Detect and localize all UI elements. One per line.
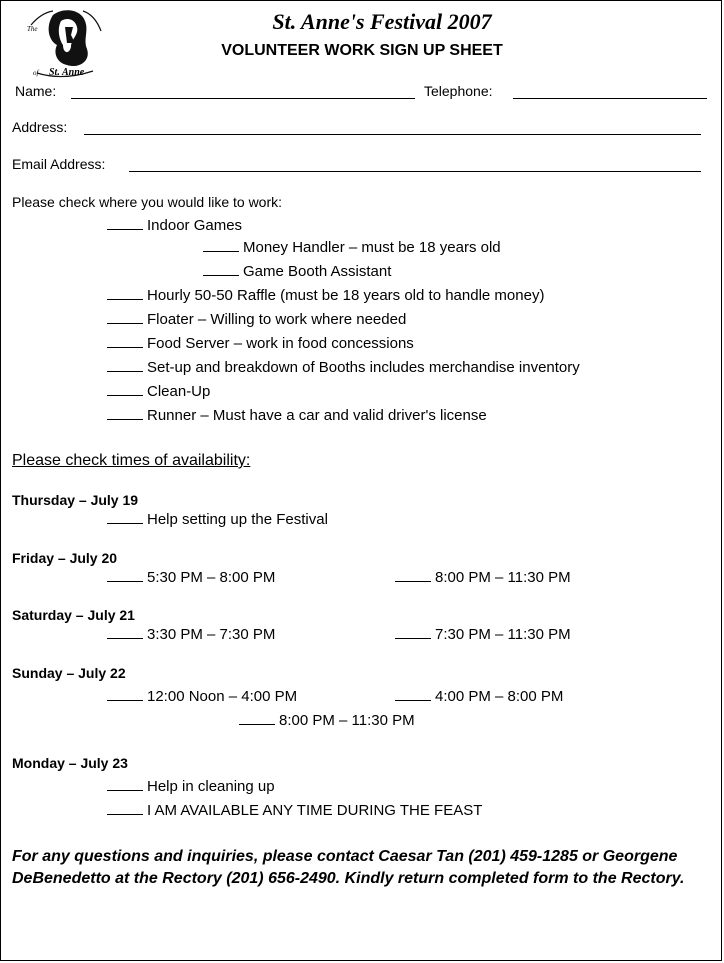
name-label: Name: bbox=[15, 83, 57, 99]
work-prompt: Please check where you would like to work: bbox=[12, 194, 283, 210]
day-label-friday: Friday – July 20 bbox=[12, 550, 118, 566]
checkbox-blank[interactable] bbox=[107, 217, 143, 230]
email-label: Email Address: bbox=[12, 156, 106, 172]
slot-anytime[interactable]: I AM AVAILABLE ANY TIME DURING THE FEAST bbox=[107, 802, 482, 819]
work-option-cleanup[interactable]: Clean-Up bbox=[107, 383, 210, 400]
address-label: Address: bbox=[12, 119, 68, 135]
checkbox-blank[interactable] bbox=[107, 311, 143, 324]
checkbox-blank[interactable] bbox=[107, 287, 143, 300]
checkbox-blank[interactable] bbox=[107, 383, 143, 396]
work-option-game-booth[interactable]: Game Booth Assistant bbox=[203, 263, 391, 280]
work-option-floater[interactable]: Floater – Willing to work where needed bbox=[107, 311, 406, 328]
checkbox-blank[interactable] bbox=[395, 688, 431, 701]
slot-saturday-1[interactable]: 3:30 PM – 7:30 PM bbox=[107, 626, 275, 643]
page-subtitle: VOLUNTEER WORK SIGN UP SHEET bbox=[221, 42, 503, 59]
svg-text:St. Anne: St. Anne bbox=[49, 67, 85, 78]
checkbox-blank[interactable] bbox=[395, 569, 431, 582]
slot-sunday-1[interactable]: 12:00 Noon – 4:00 PM bbox=[107, 688, 297, 705]
day-label-monday: Monday – July 23 bbox=[12, 755, 128, 771]
availability-heading: Please check times of availability: bbox=[12, 452, 251, 469]
svg-text:The: The bbox=[27, 25, 38, 33]
day-label-sunday: Sunday – July 22 bbox=[12, 665, 126, 681]
name-field[interactable] bbox=[71, 98, 415, 99]
day-label-thursday: Thursday – July 19 bbox=[12, 492, 139, 508]
work-option-indoor-games[interactable]: Indoor Games bbox=[107, 217, 242, 234]
telephone-label: Telephone: bbox=[424, 83, 493, 99]
slot-sunday-2[interactable]: 4:00 PM – 8:00 PM bbox=[395, 688, 563, 705]
checkbox-blank[interactable] bbox=[395, 626, 431, 639]
checkbox-blank[interactable] bbox=[107, 511, 143, 524]
checkbox-blank[interactable] bbox=[107, 569, 143, 582]
checkbox-blank[interactable] bbox=[107, 626, 143, 639]
slot-thursday-setup[interactable]: Help setting up the Festival bbox=[107, 511, 328, 528]
checkbox-blank[interactable] bbox=[107, 688, 143, 701]
checkbox-blank[interactable] bbox=[203, 239, 239, 252]
checkbox-blank[interactable] bbox=[107, 802, 143, 815]
work-option-food-server[interactable]: Food Server – work in food concessions bbox=[107, 335, 414, 352]
checkbox-blank[interactable] bbox=[107, 778, 143, 791]
work-option-setup[interactable]: Set-up and breakdown of Booths includes merchandise inventory bbox=[107, 359, 580, 376]
address-field[interactable] bbox=[84, 134, 701, 135]
telephone-field[interactable] bbox=[513, 98, 707, 99]
slot-saturday-2[interactable]: 7:30 PM – 11:30 PM bbox=[395, 626, 571, 643]
work-option-raffle[interactable]: Hourly 50-50 Raffle (must be 18 years old to handle money) bbox=[107, 287, 544, 304]
svg-text:of: of bbox=[33, 69, 39, 77]
checkbox-blank[interactable] bbox=[203, 263, 239, 276]
checkbox-blank[interactable] bbox=[107, 359, 143, 372]
slot-friday-2[interactable]: 8:00 PM – 11:30 PM bbox=[395, 569, 571, 586]
checkbox-blank[interactable] bbox=[107, 407, 143, 420]
work-option-money-handler[interactable]: Money Handler – must be 18 years old bbox=[203, 239, 501, 256]
contact-note: For any questions and inquiries, please contact Caesar Tan (201) 459-1285 or Georgene DeBenedetto at the Rectory (201) 656-2490. Kindly return completed form to the Rectory. bbox=[12, 848, 685, 887]
slot-monday-cleanup[interactable]: Help in cleaning up bbox=[107, 778, 275, 795]
checkbox-blank[interactable] bbox=[107, 335, 143, 348]
day-label-saturday: Saturday – July 21 bbox=[12, 607, 135, 623]
checkbox-blank[interactable] bbox=[239, 712, 275, 725]
page-title: St. Anne's Festival 2007 bbox=[272, 9, 492, 34]
work-option-runner[interactable]: Runner – Must have a car and valid driver's license bbox=[107, 407, 487, 424]
slot-friday-1[interactable]: 5:30 PM – 8:00 PM bbox=[107, 569, 275, 586]
email-field[interactable] bbox=[129, 171, 701, 172]
slot-sunday-3[interactable]: 8:00 PM – 11:30 PM bbox=[239, 712, 415, 729]
